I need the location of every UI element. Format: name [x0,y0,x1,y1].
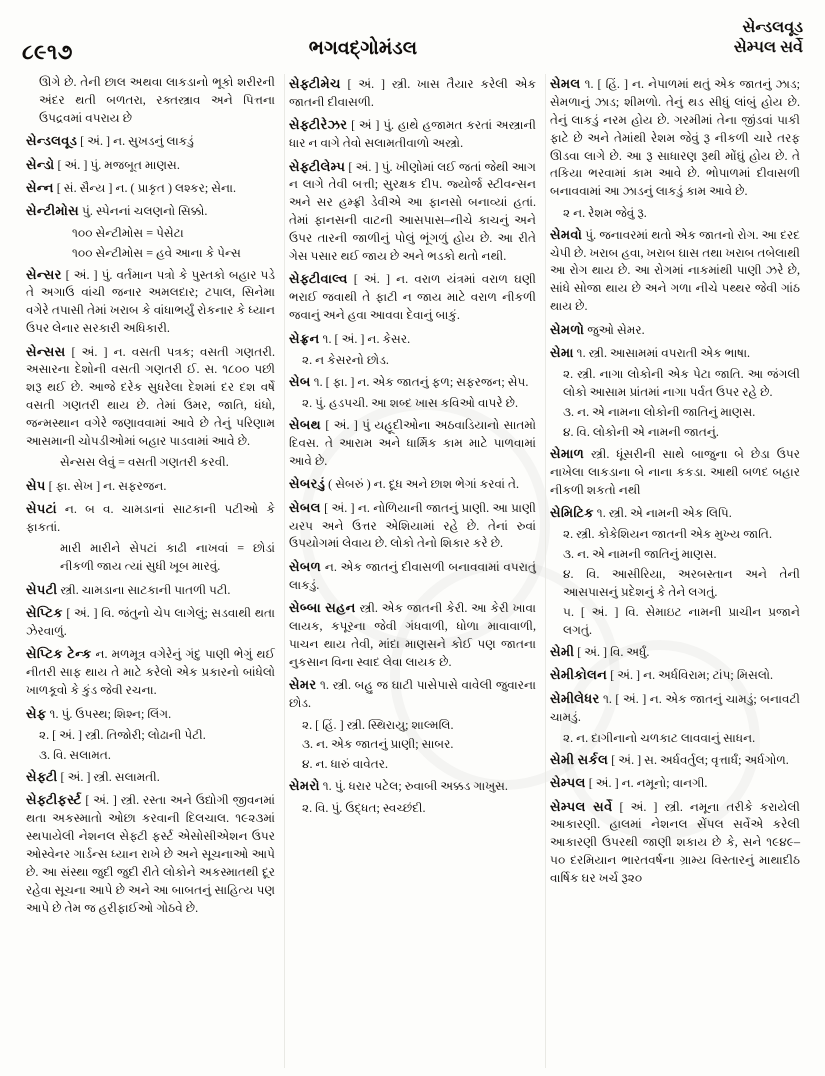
entry-definition: [ અં. ] પું યહૂદીઓના અઠવાડિયાનો સાતમો દિવસ. તે આરામ અને ધાર્મિક કામ માટે પાળવામાં આવે છે. [289,418,536,468]
entry-definition: [ સં. સૈન્ય ] ન. ( પ્રાકૃત ) લશ્કર; સેના. [53,180,237,195]
column-1 [22,74,284,1068]
entry-definition: [ ફા. સેખ ] ન. સફરજન. [45,478,167,493]
entry-continuation: ઊગે છે. તેની છાલ અથવા લાકડાનો ભૂકો શરીરની અંદર થતી બળતરા, રક્તસ્ત્રાવ અને પિત્તના ઉપદ્રવમાં વપરાય છે [39,75,275,125]
entry-definition: ન. એક જાતનું દીવાસળી બનાવવામાં વપરાતું લાકડું. [289,559,536,592]
dictionary-entry [26,342,275,451]
entry-headword: સેબલ [289,499,321,515]
entry-definition: [ અં. ] સ. અર્ધવર્તુલ; વૃત્તાર્ધં; અર્ધગોળ. [608,752,789,767]
dictionary-entry [289,157,536,266]
dictionary-entry [550,665,800,685]
dictionary-entry [26,644,275,700]
entry-sense: ૨. [ અં. ] સ્ત્રી. તિજોરી; લોઢાની પેટી. [39,728,206,742]
entry-sense: ૩. વિ. સલામત. [39,747,111,762]
entry-definition: [ અં. ] ન. વસતી પત્રક; વસતી ગણતરી. અસારના દેશોની વસતી ગણતરી ઈ. સ. ૧૮૦૦ પછી શરૂ થઈ છે. આજે દરેક સુધરેલા દેશમાં દર દશ વર્ષે વસતી ગણતરી થાય છે. તેમાં ઉમર, જાતિ, ધંધો, જન્મસ્થાન વગેરે જણાવવામાં આવે છે તેનું પરિણામ આસમાની ચોપડીઓમાં બહાર પાડવામાં આવે છે. [26,344,275,449]
entry-headword: સેબથ [289,417,321,433]
entry-definition: ૧. સ્ત્રી. આસામમાં વપરાતી એક ભાષા. [573,345,751,360]
entry-sense: ૫. [ અં. ] વિ. સેમાઇટ નામની પ્રાચીન પ્રજાને લગતું. [563,605,800,637]
book-title: ભગવદ્‌ગોમંડલ [308,38,418,59]
entry-definition: [ અં. ] ન. વરાળ યંત્રમાં વરાળ ઘણી ભરાઈ જવાથી તે ફાટી ન જાય માટે વરાળ નીકળી જવાનું અને હવા આવવા દેવાનું બાકું. [289,272,536,323]
entry-equation: ૧૦૦ સેન્ટીમોસ = પેસેટા [72,225,184,240]
dictionary-entry [550,503,800,523]
entry-sense: ૩. ન. એ નામની જાતિનું માણસ. [563,547,717,562]
entry-sense: ૨. વિ. પું. ઉદ્ધત; સ્વચ્છંદી. [302,800,426,815]
entry-headword: સેફ્રન [289,330,320,346]
dictionary-entry [26,767,275,787]
entry-headword: સેમ્પલ સર્વે [550,798,613,814]
entry-headword: સેમળો [550,321,585,337]
entry-headword: સેફ્ટી [26,768,58,784]
entry-headword: સેફ્ટીફર્સ્ટ [26,792,82,808]
entry-definition: ૧. સ્ત્રી. બહુ જ ઘાટી પાસેપાસે વાવેલી જુવારના છોડ. [289,678,536,711]
entry-headword: સેન્સર [26,266,62,282]
entry-headword: સેમીકોલન [550,667,608,683]
entry-sense: ૨. [ હિં. ] સ્ત્રી. સ્થિરાયુ; શાલ્મલિ. [302,717,454,732]
entry-headword: સેફ [26,705,47,721]
entry-sense: ૨. સ્ત્રી. કોકેશિયન જાતની એક મુખ્ય જાતિ. [563,527,772,542]
entry-sense: ૨. ન કેસરનો છોડ. [302,352,389,367]
entry-definition: સ્ત્રી. એક જાતની કેરી. આ કેરી ખાવા લાયક, કપૂરના જેવી ગંધવાળી, ધોળા માવાવાળી, પાચન થાય તેવી, માંદા માણસને કોઈ પણ જાતના નુકસાન વિના સ્વાદ લેવા લાયક છે. [289,601,536,669]
dictionary-entry [550,343,800,363]
entry-definition: ( સેબરું ) ન. દૂધ અને છાશ ભેગાં કરવાં તે. [325,477,520,492]
entry-definition: [ અં. ] પું. ખીણોમાં લઈ જતાં જેથી આગ ન લાગે તેવી બત્તી; સુરક્ષક દીપ. જ્યોર્જ સ્ટીવન્સન અને સર હમ્ફ્રી ડેવીએ આ ફાનસો બનાવ્યાં હતાં. તેમાં ફાનસની વાટની આસપાસ–નીચે કાચનું અને ઉપર તારની જાળીનું પોલું ભૂંગળું હોય છે. આ રીતે ગેસ પસાર થઈ જાય છે અને ભડકો થતો નથી. [289,159,536,264]
entry-headword: સેફ્ટીમેચ [289,76,341,91]
entry-runon-phrase: મારી મારીને સેપટાં કાઢી નાખવાં = છોડાં નીકળી જાય ત્યાં સુધી ખૂબ મારવું. [60,541,275,574]
dictionary-entry [289,557,536,595]
entry-headword: સેન્ડલવૂડ [26,133,78,149]
entry-sense: ૨. ન. દાગીનાનો ચળકાટ લાવવાનું સાધન. [563,730,756,745]
dictionary-entry [289,776,536,796]
entry-definition: ૧. [ અં. ] ન. એક જાતનું ચામડું; બનાવટી ચામડું. [550,691,800,724]
entry-headword: સેમલ [550,76,581,91]
running-head-last: સેમ્પલ સર્વે [733,39,803,56]
entry-equation: ૧૦૦ સેન્ટીમોસ = હવે આના કે પેન્સ [72,245,241,260]
dictionary-entry [550,74,800,201]
page-number: ૮૯૧૭ [22,40,73,64]
entry-definition: [ અં. ] વિ. અર્ધું. [574,644,650,659]
entry-definition: ૧. [ હિં. ] ન. નેપાળમાં થતું એક જાતનું ઝાડ; સેમળાનું ઝાડ; શીમળો. તેનું થડ સીધું લાંબું હોય છે. તેનું લાકડું નરમ હોય છે. ગરમીમાં તેના જીંડવાં પાકી ફાટે છે અને તેમાંથી રેશમ જેવું રૂ નીકળી ચારે તરફ ઊડવા લાગે છે. આ રૂ સાધારણ રૂથી મોંઘું હોય છે. તે તકિયા ભરવામાં કામ આવે છે. ભોપાળમાં દીવાસળી બનાવવામાં આ ઝાડનું લાકડું કામ આવે છે. [550,77,800,199]
entry-definition: પું. જનાવરમાં થતો એક જાતનો રોગ. આ દરદ ચેપી છે. ખરાબ હવા, ખરાબ ઘાસ તથા ખરાબ તબેલાથી આ રોગ થાય છે. આ રોગમાં નાકમાંથી પાણી ઝરે છે, સાંધે સોજા થાય છે અને ગળા નીચે પથ્થર જેવી ગાંઠ થાય છે. [550,227,800,314]
entry-headword: સેમિટિક [550,505,594,521]
dictionary-entry [550,750,800,770]
entry-sense: ૪. ન. ધારું વાવેતર. [302,757,389,772]
dictionary-entry [26,580,275,600]
entry-headword: સેબ્બા સહન [289,600,356,616]
entry-definition: પું. સ્પેનનાં ચલણનો સિક્કો. [79,204,208,219]
entry-headword: સેપ્ટિક ટેન્ક [26,646,92,662]
dictionary-entry [289,598,536,672]
entry-definition: [ અં ] પું. હાથે હજામત કરતાં અસ્ત્રાની ધાર ન વાગે તેવો સલામતીવાળો અસ્ત્રો. [289,118,536,151]
dictionary-entry [26,476,275,496]
entry-headword: સેમી સર્કલ [550,751,609,767]
entry-definition: [ અં. ] પું. મજબૂત માણસ. [54,157,180,172]
dictionary-entry [289,269,536,325]
entry-sense: ૨ ન. રેશમ જેવું રૂ. [563,205,647,220]
dictionary-entry [289,675,536,713]
page-header [0,18,825,76]
entry-headword: સેન્ન [26,179,54,195]
entry-definition: [ અં. ] ન. સુખડનું લાકડું [77,134,194,149]
entry-headword: સેપટાં [26,501,57,517]
entry-headword: સેફ્ટીવાલ્વ [289,271,348,287]
dictionary-entry [26,178,275,198]
entry-sense: ૩. ન. એક જાતનું પ્રાણી; સાબર. [302,737,454,752]
entry-headword: સેફ્ટીરેઝર [289,117,348,133]
entry-headword: સેબરડું [289,476,326,492]
dictionary-entry [26,201,275,221]
entry-headword: સેમરો [289,778,320,794]
entry-headword: સેપ્ટિક [26,605,63,621]
entry-sense: ૨. સ્ત્રી. નાગા લોકોની એક પેટા જાતિ. આ જંગલી લોકો આસામ પ્રાંતમાં નાગા પર્વત ઉપર રહે છે. [563,367,800,400]
entry-runon-phrase: સેન્સસ લેવું = વસતી ગણતરી કરવી. [60,455,229,470]
entry-headword: સેન્ડો [26,156,55,172]
dictionary-entry [550,444,800,500]
entry-sense: ૨. પું. હડપચી. આ શબ્દ ખાસ કવિઓ વાપરે છે. [302,396,518,411]
dictionary-entry [550,797,800,888]
entry-definition: ૧. પું. ઉપસ્થ; શિશ્ન; લિંગ. [46,706,172,721]
entry-headword: સેમ્પલ [550,775,586,791]
entry-definition: ૧. પું. ધરાર પટેલ; રુવાબી અક્કડ ગાખુસ. [319,779,508,794]
entry-headword: સેમી [550,643,575,659]
entry-headword: સેન્સસ [26,343,66,359]
running-heads [653,18,803,58]
dictionary-entry [26,603,275,641]
entry-definition: ૧. સ્ત્રી. એ નામની એક લિપિ. [593,506,732,521]
dictionary-entry [26,704,275,724]
dictionary-entry [289,498,536,554]
entry-headword: સેપટી [26,581,58,597]
running-head-first: સેન્ડલવૂડ [742,19,803,36]
entry-definition: [ અં. ] સ્ત્રી. સલામતી. [57,769,160,784]
entry-headword: સેન્ટીમોસ [26,203,80,219]
entry-definition: સ્ત્રી. ધૂંસરીની સાથે બાજુના બે છેડા ઉપર નાખેલા લાકડાના બે નાના કકડા. આથી બળદ બહાર નીકળી શકતો નથી [550,446,800,497]
entry-sense: ૪. વિ. આસીરિયા, અરબસ્તાન અને તેની આસપાસનું પ્રદેશનું કે તેને લગતું. [563,567,800,600]
entry-definition: [ અં. ] પું. વર્તમાન પત્રો કે પુસ્તકો બહાર પડે તે અગાઉ વાંચી જનાર અમલદાર; ટપાલ, સિનેમા વગેરે તપાસી તેમાં ખરાબ કે વાંધાભર્યું રોકનાર કે ધ્યાન ઉપર લેનાર સરકારી અધિકારી. [26,267,275,336]
entry-headword: સેમાળ [550,445,585,461]
entry-definition: ૧. [ અં. ] ન. કેસર. [319,331,411,346]
text-columns [22,74,809,1068]
entry-headword: સેબળ [289,558,322,574]
dictionary-entry [289,115,536,153]
column-2 [284,74,545,1068]
entry-definition: ૧. [ ફા. ] ન. એક જાતનું ફળ; સફરજન; સેપ. [310,374,529,389]
dictionary-entry [289,74,536,112]
dictionary-entry [550,642,800,662]
entry-definition: ન. મળમૂત્ર વગેરેનું ગંદુ પાણી ભેગું થઈ નીતરી સાફ થાય તે માટે કરેલો એક પ્રકારનો બાંધેલો ખાળકૂવો કે કુંડ જેવી રચના. [26,647,276,698]
entry-headword: સેપ [26,477,46,493]
entry-headword: સેમર [289,677,317,693]
dictionary-entry [550,773,800,793]
entry-definition: [ અં. ] ન. નોળિયાની જાતનું પ્રાણી. આ પ્રાણી યરપ અને ઉત્તર એશિયામાં રહે છે. તેનાં રુવાં ઉપયોગમાં લેવાય છે. લોકો તેનો શિકાર કરે છે. [289,500,536,551]
dictionary-entry [550,225,800,316]
entry-headword: સેમીલેધર [550,690,600,706]
dictionary-entry [550,689,800,727]
entry-definition: [ અં. ] સ્ત્રી. રસ્તા અને ઉદ્યોગી જીવનમાં થતા અકસ્માતો ઓછા કરવાની દિલચાલ. ૧૯૨૩માં સ્થપાયેલી નેશનલ સેફ્ટી ફર્સ્ટ એસોસીએશન ઉપર ઓસ્વેનર ગાર્ડન્સ ધ્યાન રાખે છે અને સૂચનાઓ આપે છે. આ સંસ્થા જુદી જુદી રીતે લોકોને અકસ્માતથી દૂર રહેવા સૂચના આપે છે અને આ બાબતનું સાહિત્ય પણ આપે છે તેમ જ હરીફાઈઓ ગોઠવે છે. [26,793,275,915]
dictionary-entry [26,131,275,151]
entry-definition: [ અં. ] સ્ત્રી. ખાસ તૈયાર કરેલી એક જાતની દીવાસળી. [289,77,536,109]
entry-headword: સેમવો [550,226,583,242]
entry-definition: [ અં. ] ન. અર્ધવિરામ; ટાંપ; મિસલો. [607,668,774,683]
entry-definition: ન. બ વ. ચામડાનાં સાટકાની પટીઓ કે ફાકતાં. [26,502,275,535]
entry-headword: સેફ્ટીલેમ્પ [289,158,346,174]
dictionary-entry [26,790,275,917]
dictionary-entry [289,415,536,471]
dictionary-entry [289,372,536,392]
entry-definition: [ અં. ] વિ. જંતુનો ચેપ લાગેલું; સડવાથી થતા ઝેરવાળું. [26,606,275,639]
entry-headword: સેમા [550,344,574,360]
entry-definition: [ અં. ] સ્ત્રી. નમૂના તરીકે કરાયેલી આકારણી. હાલમાં નેશનલ સેંપલ સર્વેએ કરેલી આકારણી ઉપરથી જાણી શકાય છે કે, સને ૧૯૪૯–૫૦ દરમિયાન ભારતવર્ષના ગ્રામ્ય વિસ્તારનું માથાદીઠ વાર્ષિક ઘર ખર્ચ રૂ૨૦ [550,799,800,886]
entry-headword: સેબ [289,373,311,389]
entry-sense: ૪. વિ. લોકોની એ નામની જાતનું. [563,425,719,440]
dictionary-entry [289,474,536,494]
dictionary-entry [26,155,275,175]
entry-definition: [ અં. ] ન. નમૂનો; વાનગી. [585,776,708,791]
dictionary-entry [26,265,275,339]
entry-definition: સ્ત્રી. ચામડાના સાટકાની પાતળી પટી. [57,582,231,597]
column-3 [545,74,809,1068]
dictionary-entry [289,329,536,349]
entry-definition: જુઓ સેમર. [584,322,645,337]
dictionary-entry [550,320,800,340]
dictionary-entry [26,499,275,537]
entry-sense: ૩. ન. એ નામના લોકોની જાતિનું માણસ. [563,405,756,420]
